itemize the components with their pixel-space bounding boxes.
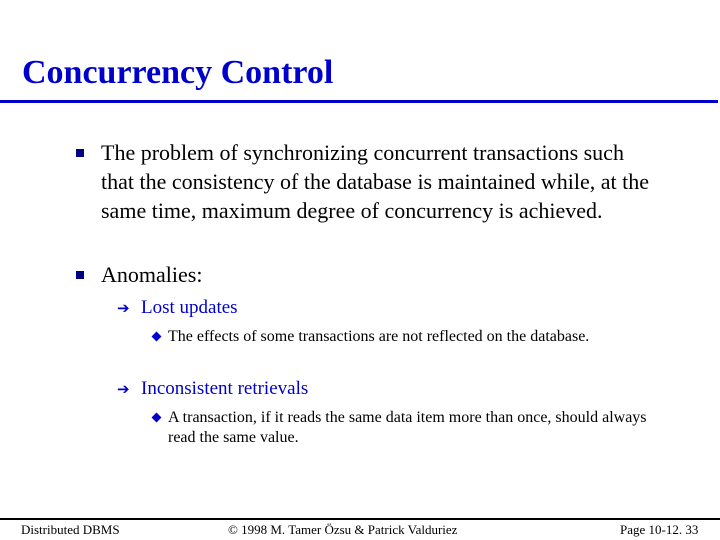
detail-lost-updates: The effects of some transactions are not reflected on the database. (168, 328, 590, 345)
slide-title: Concurrency Control (22, 54, 334, 91)
detail-inconsistent-retrievals: A transaction, if it reads the same data item more than once, should always read the same value. (168, 409, 647, 446)
footer-left: Distributed DBMS (21, 522, 120, 537)
title-divider (0, 100, 718, 103)
subitem-inconsistent-retrievals: Inconsistent retrievals (141, 378, 309, 399)
bullet-text-2: Anomalies: (101, 262, 203, 287)
footer-page-number: Page 10-12. 33 (620, 522, 699, 537)
arrow-right-icon: ➔ (117, 299, 130, 317)
square-bullet-icon (76, 271, 84, 279)
bullet-text-1: The problem of synchronizing concurrent transactions such that the consistency of the database is maintained while, at the same time, maximum degree of concurrency is achieved. (101, 140, 649, 223)
footer-center: © 1998 M. Tamer Özsu & Patrick Valduriez (228, 522, 458, 537)
diamond-bullet-icon (152, 332, 162, 342)
diamond-bullet-icon (152, 413, 162, 423)
arrow-right-icon: ➔ (117, 380, 130, 398)
square-bullet-icon (76, 149, 84, 157)
footer-divider (0, 518, 720, 520)
subitem-lost-updates: Lost updates (141, 297, 238, 318)
